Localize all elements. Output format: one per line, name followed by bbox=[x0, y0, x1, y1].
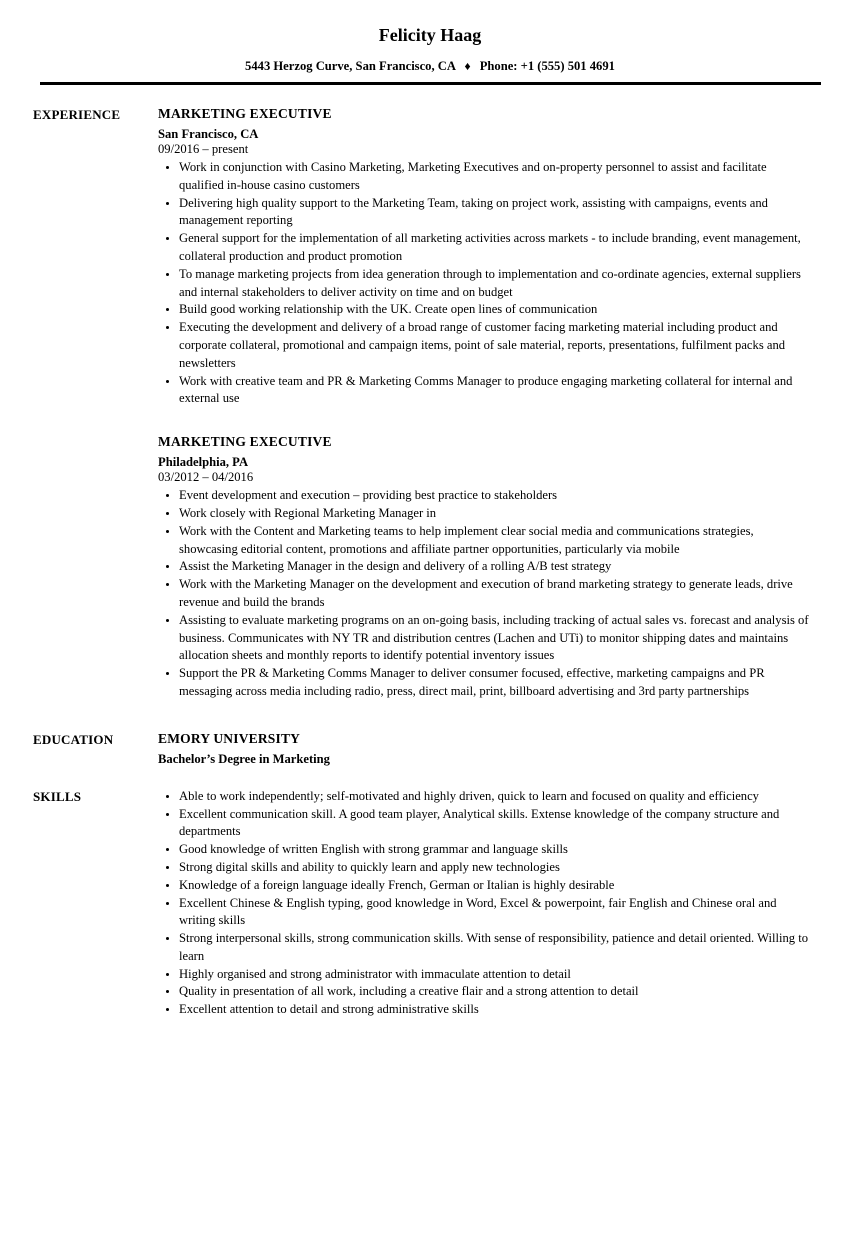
skill-bullet: • Quality in presentation of all work, including a creative flair and a strong attention to detail bbox=[179, 983, 812, 1001]
job-bullet-list bbox=[158, 159, 812, 408]
skill-bullet: • Strong digital skills and ability to quickly learn and apply new technologies bbox=[179, 859, 812, 877]
skill-bullet: • Highly organised and strong administrator with immaculate attention to detail bbox=[179, 966, 812, 984]
resume-header bbox=[0, 24, 860, 74]
skill-bullet: • Good knowledge of written English with strong grammar and language skills bbox=[179, 841, 812, 859]
job-dates: 03/2012 – 04/2016 bbox=[158, 470, 254, 485]
address-text: 5443 Herzog Curve, San Francisco, CA bbox=[245, 59, 456, 73]
diamond-separator-icon: ♦ bbox=[464, 59, 471, 73]
job-bullet: • Executing the development and delivery of a broad range of customer facing marketing material including product and corporate collateral, promotional and campaign items, point of sale material, reports, presentations, fulfilment packs and newsletters bbox=[179, 319, 812, 372]
skills-body bbox=[158, 788, 812, 1019]
skills-bullet-list bbox=[158, 788, 812, 1019]
degree-name: Bachelor’s Degree in Marketing bbox=[158, 751, 330, 766]
section-label-skills: SKILLS bbox=[33, 788, 82, 804]
skill-bullet: • Strong interpersonal skills, strong communication skills. With sense of responsibility, patience and detail oriented. Willing to learn bbox=[179, 930, 812, 966]
person-name: Felicity Haag bbox=[378, 25, 482, 45]
job-bullet: • Build good working relationship with the UK. Create open lines of communication bbox=[179, 301, 812, 319]
job-bullet: • Event development and execution – providing best practice to stakeholders bbox=[179, 487, 812, 505]
education-body bbox=[158, 731, 812, 767]
job-location: San Francisco, CA bbox=[158, 127, 259, 141]
job-location: Philadelphia, PA bbox=[158, 455, 249, 470]
section-education bbox=[33, 731, 812, 767]
skill-bullet: • Excellent Chinese & English typing, good knowledge in Word, Excel & powerpoint, fair English and Chinese oral and writing skills bbox=[179, 895, 812, 931]
job-bullet: • Assist the Marketing Manager in the design and delivery of a rolling A/B test strategy bbox=[179, 558, 812, 576]
phone-text: Phone: +1 (555) 501 4691 bbox=[479, 59, 615, 73]
job-bullet: • Assisting to evaluate marketing programs on an on-going basis, including tracking of actual sales vs. forecast and analysis of business. Communicates with NY TR and distribution centres (Lachen and UTi) to monitor shipping dates and maintains allocation sheets and monthly reports to identify potential inventory issues bbox=[179, 612, 812, 665]
job-bullet: • Work with the Content and Marketing teams to help implement clear social media and communications strategies, showcasing editorial content, promotions and affiliate partner opportunities, particularly via mobile bbox=[179, 523, 812, 559]
skill-bullet: • Knowledge of a foreign language ideally French, German or Italian is highly desirable bbox=[179, 877, 812, 895]
job-title: MARKETING EXECUTIVE bbox=[158, 434, 332, 450]
job-bullet: • General support for the implementation of all marketing activities across markets - to include branding, event management, collateral production and product promotion bbox=[179, 230, 812, 266]
school-name: EMORY UNIVERSITY bbox=[158, 730, 301, 746]
job-bullet: • Work in conjunction with Casino Marketing, Marketing Executives and on-property personnel to assist and facilitate qualified in-house casino customers bbox=[179, 159, 812, 195]
job-bullet-list bbox=[158, 487, 812, 701]
skill-bullet: • Able to work independently; self-motivated and highly driven, quick to learn and focused on quality and efficiency bbox=[179, 788, 812, 806]
job-bullet: • Delivering high quality support to the Marketing Team, taking on project work, assisting with campaigns, events and management reporting bbox=[179, 195, 812, 231]
section-experience bbox=[33, 106, 812, 701]
job-bullet: • Work with creative team and PR & Marketing Comms Manager to produce engaging marketing collateral for internal and external use bbox=[179, 373, 812, 409]
skill-bullet: • Excellent attention to detail and strong administrative skills bbox=[179, 1001, 812, 1019]
job-entry-2 bbox=[158, 434, 812, 701]
section-label-education: EDUCATION bbox=[33, 731, 114, 747]
contact-line bbox=[0, 59, 860, 74]
section-skills bbox=[33, 788, 812, 1019]
experience-body bbox=[158, 106, 812, 701]
job-bullet: • Support the PR & Marketing Comms Manager to deliver consumer focused, effective, marketing campaigns and PR messaging across media including radio, press, direct mail, print, billboard advertising and 3rd party partnerships bbox=[179, 665, 812, 701]
job-title: MARKETING EXECUTIVE bbox=[158, 106, 332, 121]
job-bullet: • Work with the Marketing Manager on the development and execution of brand marketing strategy to generate leads, drive revenue and build the brands bbox=[179, 576, 812, 612]
skill-bullet: • Excellent communication skill. A good team player, Analytical skills. Extense knowledge of the company structure and departments bbox=[179, 806, 812, 842]
job-bullet: • To manage marketing projects from idea generation through to implementation and co-ordinate agencies, external suppliers and internal stakeholders to deliver activity on time and on budget bbox=[179, 266, 812, 302]
resume-content bbox=[33, 106, 812, 1019]
job-bullet: • Work closely with Regional Marketing Manager in bbox=[179, 505, 812, 523]
job-dates: 09/2016 – present bbox=[158, 142, 249, 156]
job-entry-1 bbox=[158, 106, 812, 408]
header-divider bbox=[40, 82, 821, 85]
section-label-experience: EXPERIENCE bbox=[33, 107, 121, 122]
